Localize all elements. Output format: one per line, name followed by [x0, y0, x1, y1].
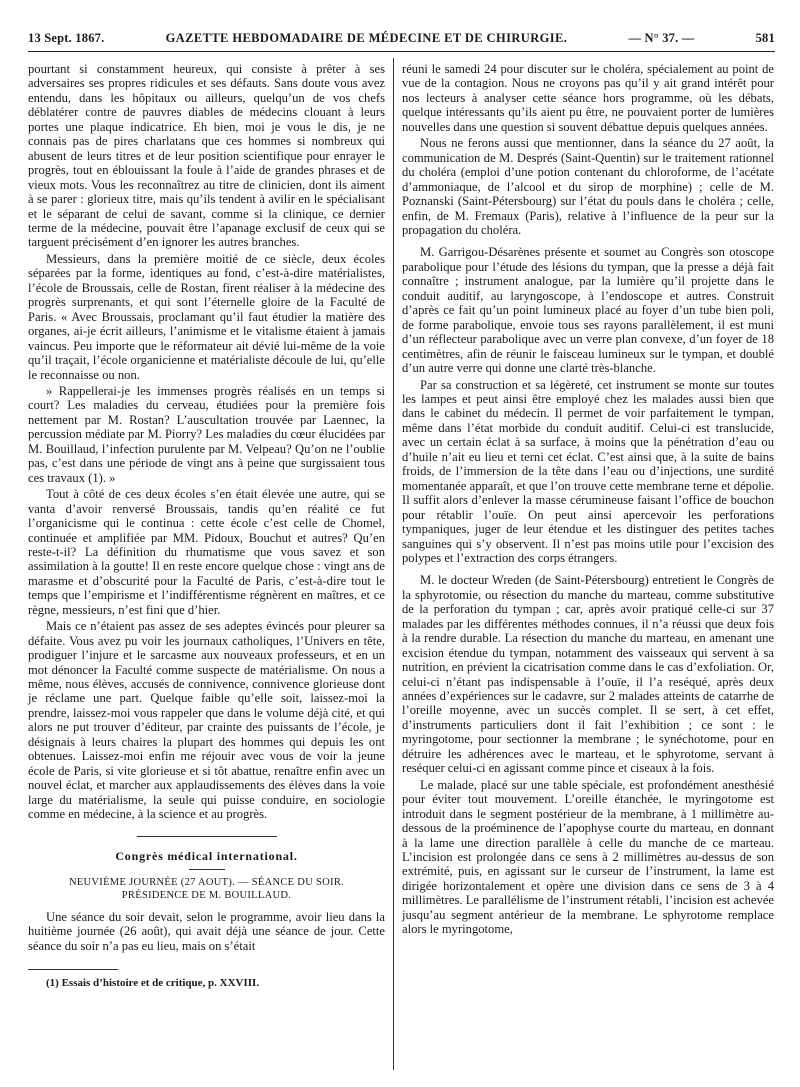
paragraph: Messieurs, dans la première moitié de ce siècle, deux écoles séparées par la forme, identiques au fond, c’est-à-dire matérialistes, l’école de Broussais, celle de Rostan, firent réaliser à la médecine des progrès surprenants, et qui sont l’éternelle gloire de la Faculté de Paris. « Avec Broussais, proclamant qu’il faut étudier la matière des organes, ai-je écrit ailleurs, l’animisme et le vitalisme étaient à jamais vaincus. Peu importe que le réformateur ait dévié lui-même de la voie qu’il traçait, l’école organicienne et matérialiste découle de lui, qu’elle le reconnaisse ou non.: [28, 251, 385, 382]
paragraph: Nous ne ferons aussi que mentionner, dans la séance du 27 août, la communication de M. Després (Saint-Quentin) sur le traitement rationnel du choléra (emploi d’une potion contenant du chloroforme, de l’acétate d’ammoniaque, de l’alcool et du sirop de morphine) ; celle de M. Poznanski (Saint-Pétersbourg) sur l’état du pouls dans le choléra ; celle, enfin, de M. Fremaux (Paris), relative à l’influence de la peur sur la propagation du choléra.: [402, 136, 774, 237]
right-column: [402, 62, 774, 939]
paragraph: Tout à côté de ces deux écoles s’en était élevée une autre, qui se vanta d’avoir renversé Broussais, tandis qu’en réalité ce fut l’organicisme qui le continua : cette école c’est celle de Chomel, continuée et amplifiée par MM. Pidoux, Bouchut et autres? Qu’en reste-t-il? La définition du rhumatisme que vous savez et son assimilation à la goutte! Il en reste encore quelque chose : vingt ans de marasme et d’obscurité pour la Faculté de Paris, c’est-à-dire tout le temps que l’empirisme et l’indifférentisme régnèrent en maîtres, et ce règne, messieurs, n’est fini que d’hier.: [28, 487, 385, 617]
header-issue-number: — N° 37. —: [628, 30, 695, 45]
footnote-rule: [28, 969, 118, 970]
header-date: 13 Sept. 1867.: [28, 30, 105, 45]
paragraph: Mais ce n’étaient pas assez de ses adeptes évincés pour pleurer sa défaite. Vous avez pu voir les journaux catholiques, l’Univers en tête, prodiguer l’injure et le sarcasme aux nouveaux professeurs, et en un mot dénoncer la Faculté comme suspecte de matérialisme. On nous a même, nous élèves, accusés de connivence, connivence glorieuse dont je réclame une part. Quelque faible qu’elle soit, laissez-moi la prendre, laissez-moi vous rappeler que dans le volume déjà cité, et qui alors ne put trouver d’éditeur, par crainte des puissants de l’école, je désignais à leurs chaires la plupart des hommes qui depuis les ont obtenues. Laissez-moi enfin me réjouir avec vous de voir la jeune école de Paris, si vite glorieuse et si tôt abattue, renaître enfin avec un nouvel éclat, et marcher aux applaudissements des élèves dans la voie large du matérialisme, la seule qui puisse conduire, en sociologie comme en médecine, à la science et au progrès.: [28, 619, 385, 822]
footnote: (1) Essais d’histoire et de critique, p. XXVIII.: [46, 977, 260, 990]
session-heading: [28, 876, 385, 902]
left-column: [28, 62, 385, 993]
section-title-rule: [189, 869, 225, 870]
running-header: [28, 27, 775, 49]
paragraph: » Rappellerai-je les immenses progrès réalisés en un temps si court? Les maladies du cerveau, étudiées pour la première fois nettement par M. Rostan? L’auscultation trouvée par Laennec, la percussion médiate par M. Piorry? Les maladies du cœur élucidées par M. Bouillaud, l’infection purulente par M. Velpeau? Qu’on ne l’oublie pas, c’est dans une période de vingt ans à peine que surgissaient tous ces travaux (1). »: [28, 383, 385, 485]
paragraph: Le malade, placé sur une table spéciale, est profondément anesthésié pour éviter tout mouvement. L’oreille étanchée, le myringotome est introduit dans le segment postérieur de la membrane, à 1 millimètre au-dessous de la proéminence de l’apophyse courte du marteau, en donnant à la lame une direction parallèle à celle du manche de ce marteau. L’incision est prolongée dans ce sens à 2 millimètres au-dessus de son extrémité, puis, en agissant sur le curseur de l’instrument, la lame est dirigée horizontalement et opère une division dans ce sens de 3 à 4 millimètres. Le parallélisme de l’instrument rétabli, l’incision est achevée jusqu’au segment antérieur de la membrane. Le sphyrotome remplace alors le myringotome,: [402, 777, 774, 937]
paragraph: Une séance du soir devait, selon le programme, avoir lieu dans la huitième journée (26 août), qui avait déjà une séance de jour. Cette séance du soir n’a pas eu lieu, mais on s’était: [28, 910, 385, 953]
paragraph: M. Garrigou-Désarènes présente et soumet au Congrès son otoscope parabolique pour l’étude des lésions du tympan, que la presse a déjà fait connaître ; instrument analogue, par la lumière qu’il projette dans le conduit auditif, au laryngoscope, à l’endoscope et autres. Construit d’après ce fait qu’un point lumineux placé au foyer d’un tube bien poli, de forme parabolique, envoie tous ses rayons parallèlement, il est muni d’un réflecteur parabolique avec un verre plan convexe, d’un foyer de 18 centimètres, afin de réunir le faisceau lumineux sur le tympan, et doublé d’un autre verre qui donne une clarté très-blanche.: [402, 245, 774, 376]
paragraph: pourtant si constamment heureux, qui consiste à prêter à ses adversaires ses propres ridicules et ses défauts. Sans doute vous avez entendu, dans les hôpitaux ou ailleurs, quelqu’un de vos chefs déblatérer contre de pauvres diables de médecins clouant à leurs portes une plaque indicatrice. Eh bien, moi je vous le dis, je ne connais pas de pires charlatans que ces hommes si nombreux qui abusent de leurs titres et de leur position scientifique pour enrayer le progrès, tout en éblouissant la foule à l’aide de grandes phrases et de vieux mots. Vous les reconnaîtrez au titre de clinicien, dont ils aiment à se parer : glorieux titre, mais qu’ils tendent à avilir en le spécialisant et le séparant de celui de savant, comme si la clinique, ce dernier terme de la médecine, pouvait être l’apanage exclusif de ceux qui se targuent précisément d’en ignorer les autres branches.: [28, 62, 385, 250]
session-heading-line: NEUVIÈME JOURNÉE (27 AOUT). — SÉANCE DU SOIR.: [68, 877, 345, 889]
column-separator: [393, 58, 394, 1070]
section-title: Congrès médical international.: [115, 848, 298, 863]
paragraph: réuni le samedi 24 pour discuter sur le choléra, spécialement au point de vue de la contagion. Nous ne croyons pas qu’il y ait grand intérêt pour nos lecteurs à analyser cette séance hors programme, où les débats, quelque intéressants qu’ils aient pu être, ne pouvaient porter de lumières nouvelles dans une question si souvent débattue depuis quelques années.: [402, 62, 774, 134]
paragraph: M. le docteur Wreden (de Saint-Pétersbourg) entretient le Congrès de la sphyrotomie, ou résection du manche du marteau, comme substitutive de la perforation du tympan ; car, après avoir pratiqué celle-ci sur 37 malades par les différentes méthodes connues, il n’a réussi que deux fois à la rendre durable. La résection du manche du marteau, en amenant une excision étendue du tympan, notamment des vaisseaux qui servent à sa nutrition, en prévient la cicatrisation comme dans le cas d’exfoliation. Or, celui-ci n’étant pas indispensable à l’ouïe, il l’a reséqué, après deux années d’expériences sur le cadavre, sur 2 malades atteints de catarrhe de l’oreille moyenne, avec un succès complet. Il se sert, à cet effet, d’instruments particuliers dont il fait l’exhibition ; ce sont : le myringotome, pour sectionner la membrane ; le synéchotome, pour en détruire les adhérences avec le marteau, et le sphyrotome, servant à reséquer celui-ci en agissant comme pince et ciseaux à la fois.: [402, 573, 774, 776]
header-page-number: 581: [755, 30, 775, 45]
header-journal-title: GAZETTE HEBDOMADAIRE DE MÉDECINE ET DE CHIRURGIE.: [165, 30, 568, 45]
header-rule: [28, 51, 775, 52]
session-heading-line: PRÉSIDENCE DE M. BOUILLAUD.: [121, 890, 292, 902]
paragraph: Par sa construction et sa légèreté, cet instrument se monte sur toutes les lampes et peut ainsi être employé chez les malades aussi bien que dans le cabinet du médecin. Il permet de voir parfaitement le tympan, même dans l’état morbide du conduit auditif. Celui-ci est translucide, avec un certain éclat à sa surface, à moins que la pénétration d’eau ou d’huile n’ait eu lieu et terni cet éclat. C’est ainsi que, à la suite de bains froids, de l’immersion de la tête dans l’eau ou d’injections, une surdité momentanée apparaît, et que l’on trouve cette membrane terne et dépolie. Il suffit alors d’enlever la masse cérumineuse faisant l’office de bouchon pour rétablir l’ouïe. On peut ainsi apercevoir les perforations tympaniques, juger de leur étendue et les distinguer des petites taches sanguines qui s’y observent. Il n’est pas moins utile pour l’excision des polypes et l’extraction des corps étrangers.: [402, 377, 774, 565]
section-divider: [137, 836, 277, 837]
